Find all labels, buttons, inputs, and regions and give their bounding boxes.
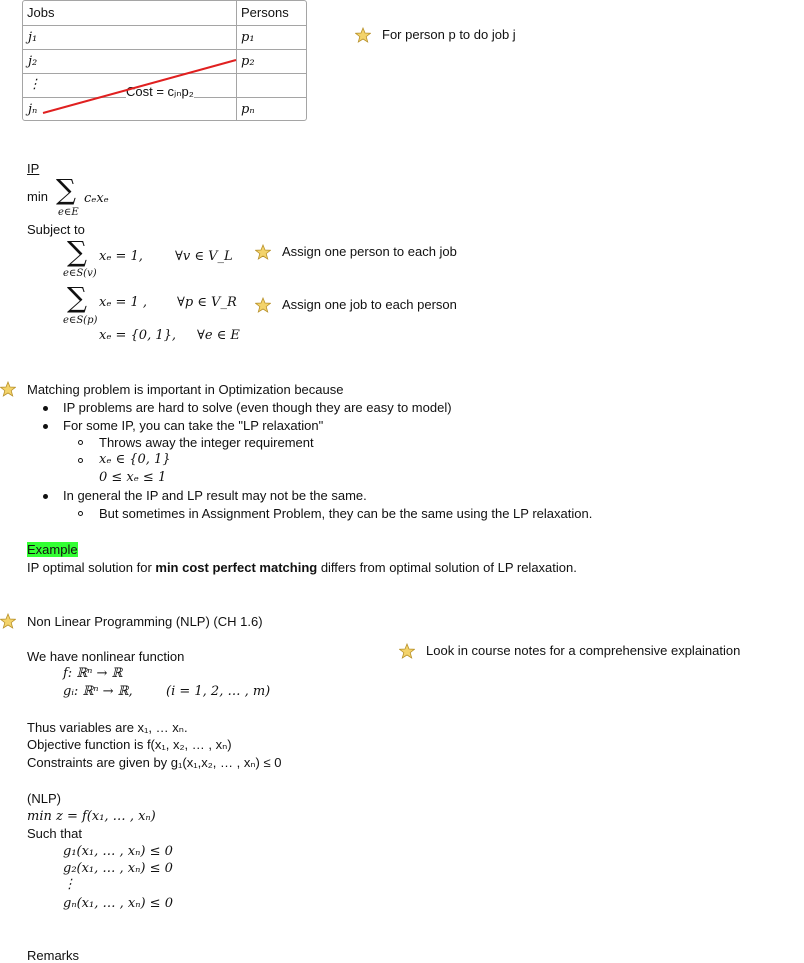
objective-min: min (27, 189, 48, 204)
sum-index: e∈S(p) (63, 315, 98, 326)
person-cell: pₙ (241, 102, 255, 117)
sub-bullet (78, 458, 83, 463)
job-cell: j₂ (28, 54, 38, 69)
sub-bullet (78, 511, 83, 516)
nlp-objective: Objective function is f(x₁, x₂, … , xₙ) (27, 737, 232, 752)
nlp-min: min z = f(x₁, … , xₙ) (27, 809, 156, 824)
nlp-label: (NLP) (27, 791, 61, 806)
objective-term: cₑxₑ (84, 191, 109, 206)
constraint-note: Assign one job to each person (282, 297, 457, 312)
star-icon (0, 613, 16, 629)
star-icon (399, 643, 415, 659)
sum-index: e∈S(v) (63, 268, 97, 279)
g-line: ⋮ (63, 877, 76, 892)
star-icon (0, 381, 16, 397)
ip-title: IP (27, 161, 40, 176)
nlp-have: We have nonlinear function (27, 649, 185, 664)
header-persons: Persons (241, 5, 289, 20)
g-line: gₙ(x₁, … , xₙ) ≤ 0 (63, 896, 173, 911)
subject-to: Subject to (27, 222, 85, 237)
nlp-constraints: Constraints are given by g₁(x₁,x₂, … , xₙ) ≤ 0 (27, 755, 282, 770)
nlp-vars: Thus variables are x₁, … xₙ. (27, 720, 188, 735)
bullet-text: IP problems are hard to solve (even though they are easy to model) (63, 400, 452, 415)
example-label: Example (27, 542, 78, 557)
bullet-text: In general the IP and LP result may not be the same. (63, 488, 367, 503)
matching-intro: Matching problem is important in Optimization because (27, 382, 344, 397)
person-cell: p₁ (241, 30, 255, 45)
constraint-expr: xₑ = 1, (99, 249, 143, 264)
constraint-expr: xₑ = {0, 1}, (99, 328, 177, 343)
constraint-quant: ∀e ∈ E (197, 328, 240, 343)
g-line: g₁(x₁, … , xₙ) ≤ 0 (63, 844, 173, 859)
sub-bullet-text: 0 ≤ xₑ ≤ 1 (99, 470, 167, 485)
bullet (43, 406, 48, 411)
constraint-note: Assign one person to each job (282, 244, 457, 259)
star-icon (355, 27, 371, 43)
note-top: For person p to do job j (382, 27, 516, 42)
example-text: IP optimal solution for min cost perfect matching differs from optimal solution of LP relaxation. (27, 560, 577, 575)
sum-symbol: ∑ (56, 173, 76, 206)
star-icon (255, 297, 271, 313)
job-cell: j₁ (28, 30, 38, 45)
constraint-quant: ∀v ∈ V_L (175, 249, 233, 264)
bullet (43, 424, 48, 429)
sum-index: e∈E (58, 207, 79, 218)
bullet (43, 494, 48, 499)
f-def: f: ℝⁿ → ℝ (63, 666, 123, 681)
cost-label: Cost = cⱼₙp₂ (126, 84, 194, 99)
job-cell: jₙ (28, 102, 38, 117)
bullet-text: For some IP, you can take the "LP relaxation" (63, 418, 324, 433)
sub-bullet (78, 440, 83, 445)
such-that: Such that (27, 826, 82, 841)
nlp-heading: Non Linear Programming (NLP) (CH 1.6) (27, 614, 263, 629)
constraint-quant: ∀p ∈ V_R (177, 295, 237, 310)
sub-bullet-text: Throws away the integer requirement (99, 435, 314, 450)
g-range: (i = 1, 2, … , m) (166, 684, 271, 699)
cost-line (0, 0, 320, 125)
sub-bullet-text: But sometimes in Assignment Problem, they can be the same using the LP relaxation. (99, 506, 593, 521)
job-cell: ⋮ (28, 77, 41, 92)
remarks: Remarks (27, 948, 80, 963)
star-icon (255, 244, 271, 260)
g-def: gᵢ: ℝⁿ → ℝ, (63, 684, 133, 699)
sum-symbol: ∑ (67, 235, 87, 268)
constraint-expr: xₑ = 1 , (99, 295, 148, 310)
g-line: g₂(x₁, … , xₙ) ≤ 0 (63, 861, 173, 876)
header-jobs: Jobs (27, 5, 55, 20)
nlp-note: Look in course notes for a comprehensive explaination (426, 643, 741, 658)
sub-bullet-text: xₑ ∈ {0, 1} (99, 452, 171, 467)
sum-symbol: ∑ (67, 281, 87, 314)
person-cell: p₂ (241, 54, 255, 69)
